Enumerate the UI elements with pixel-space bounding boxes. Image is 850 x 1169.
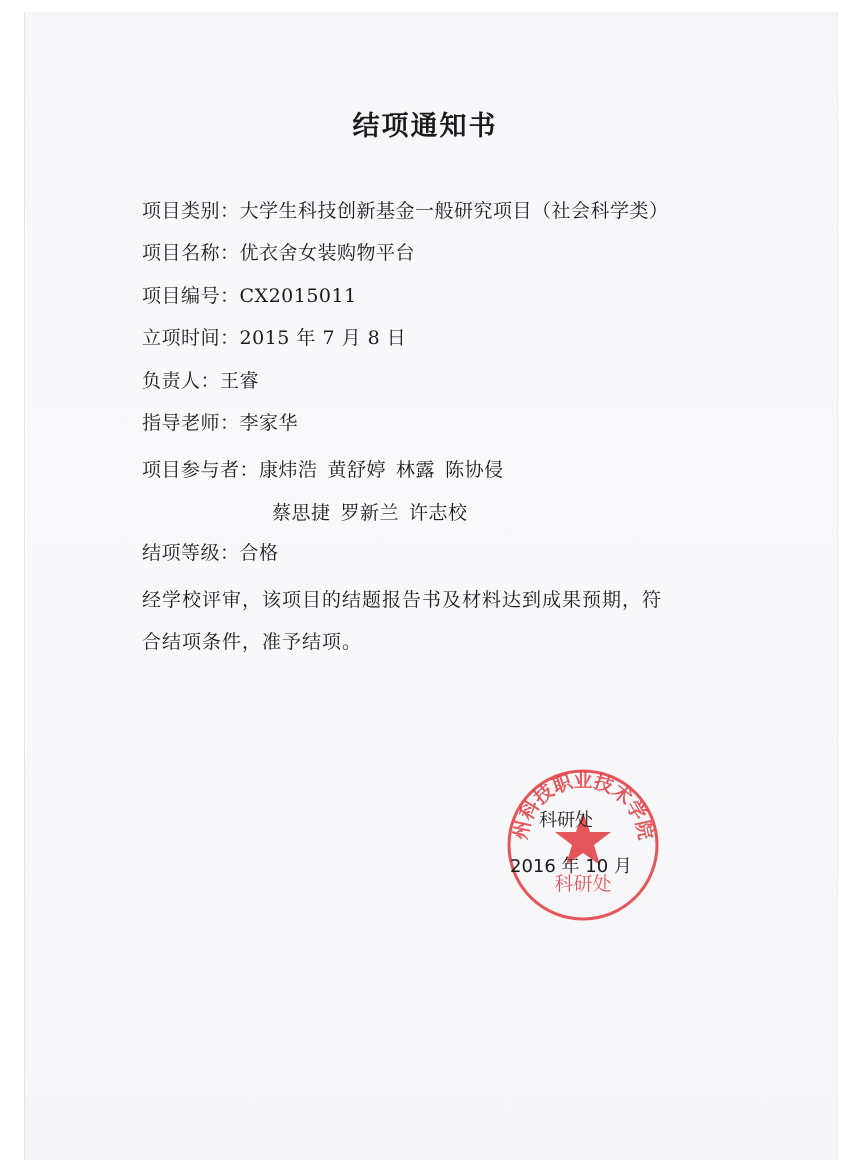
field-grade-label: 结项等级： — [142, 542, 240, 564]
field-participants-row2 — [272, 498, 468, 525]
document-title: 结项通知书 — [352, 111, 498, 142]
field-number — [142, 281, 357, 308]
field-start-date-value: 2015 年 7 月 8 日 — [239, 327, 407, 349]
signature-office: 科研处 — [539, 810, 593, 831]
field-leader-label: 负责人： — [142, 370, 221, 392]
official-seal — [504, 766, 662, 924]
seal-center-text: 科研处 — [554, 873, 612, 895]
participant-name: 蔡思捷 — [272, 502, 331, 524]
conclusion-line-2: 合结项条件，准予结项。 — [142, 631, 363, 653]
field-start-date — [142, 323, 406, 350]
field-name-value: 优衣舍女装购物平台 — [239, 242, 416, 264]
field-number-value: CX2015011 — [239, 285, 357, 307]
field-advisor-value: 李家华 — [239, 412, 299, 434]
field-name — [142, 238, 415, 265]
participant-name: 许志校 — [409, 502, 468, 524]
participant-name: 康炜浩 — [259, 459, 318, 481]
field-start-date-label: 立项时间： — [142, 327, 240, 349]
field-name-label: 项目名称： — [142, 242, 240, 264]
field-advisor-label: 指导老师： — [142, 412, 240, 434]
field-number-label: 项目编号： — [142, 285, 240, 307]
field-grade — [142, 538, 279, 565]
participant-name: 林露 — [396, 459, 436, 481]
field-participants — [142, 455, 504, 482]
field-advisor — [142, 408, 298, 435]
field-leader — [142, 366, 259, 393]
field-grade-value: 合格 — [239, 542, 279, 564]
signature-date: 2016 年 10 月 — [510, 856, 632, 877]
field-category — [142, 196, 669, 223]
field-category-label: 项目类别： — [142, 200, 240, 222]
field-leader-value: 王睿 — [220, 370, 260, 392]
conclusion-line-1: 经学校评审，该项目的结题报告书及材料达到成果预期，符 — [142, 589, 663, 611]
field-participants-label: 项目参与者： — [142, 459, 260, 481]
field-category-value: 大学生科技创新基金一般研究项目（社会科学类） — [239, 200, 669, 222]
participant-name: 黄舒婷 — [327, 459, 387, 481]
participant-name: 罗新兰 — [340, 502, 400, 524]
participant-name: 陈协侵 — [445, 459, 504, 481]
seal-ring-text: 州科技职业技术学院 — [509, 769, 657, 842]
